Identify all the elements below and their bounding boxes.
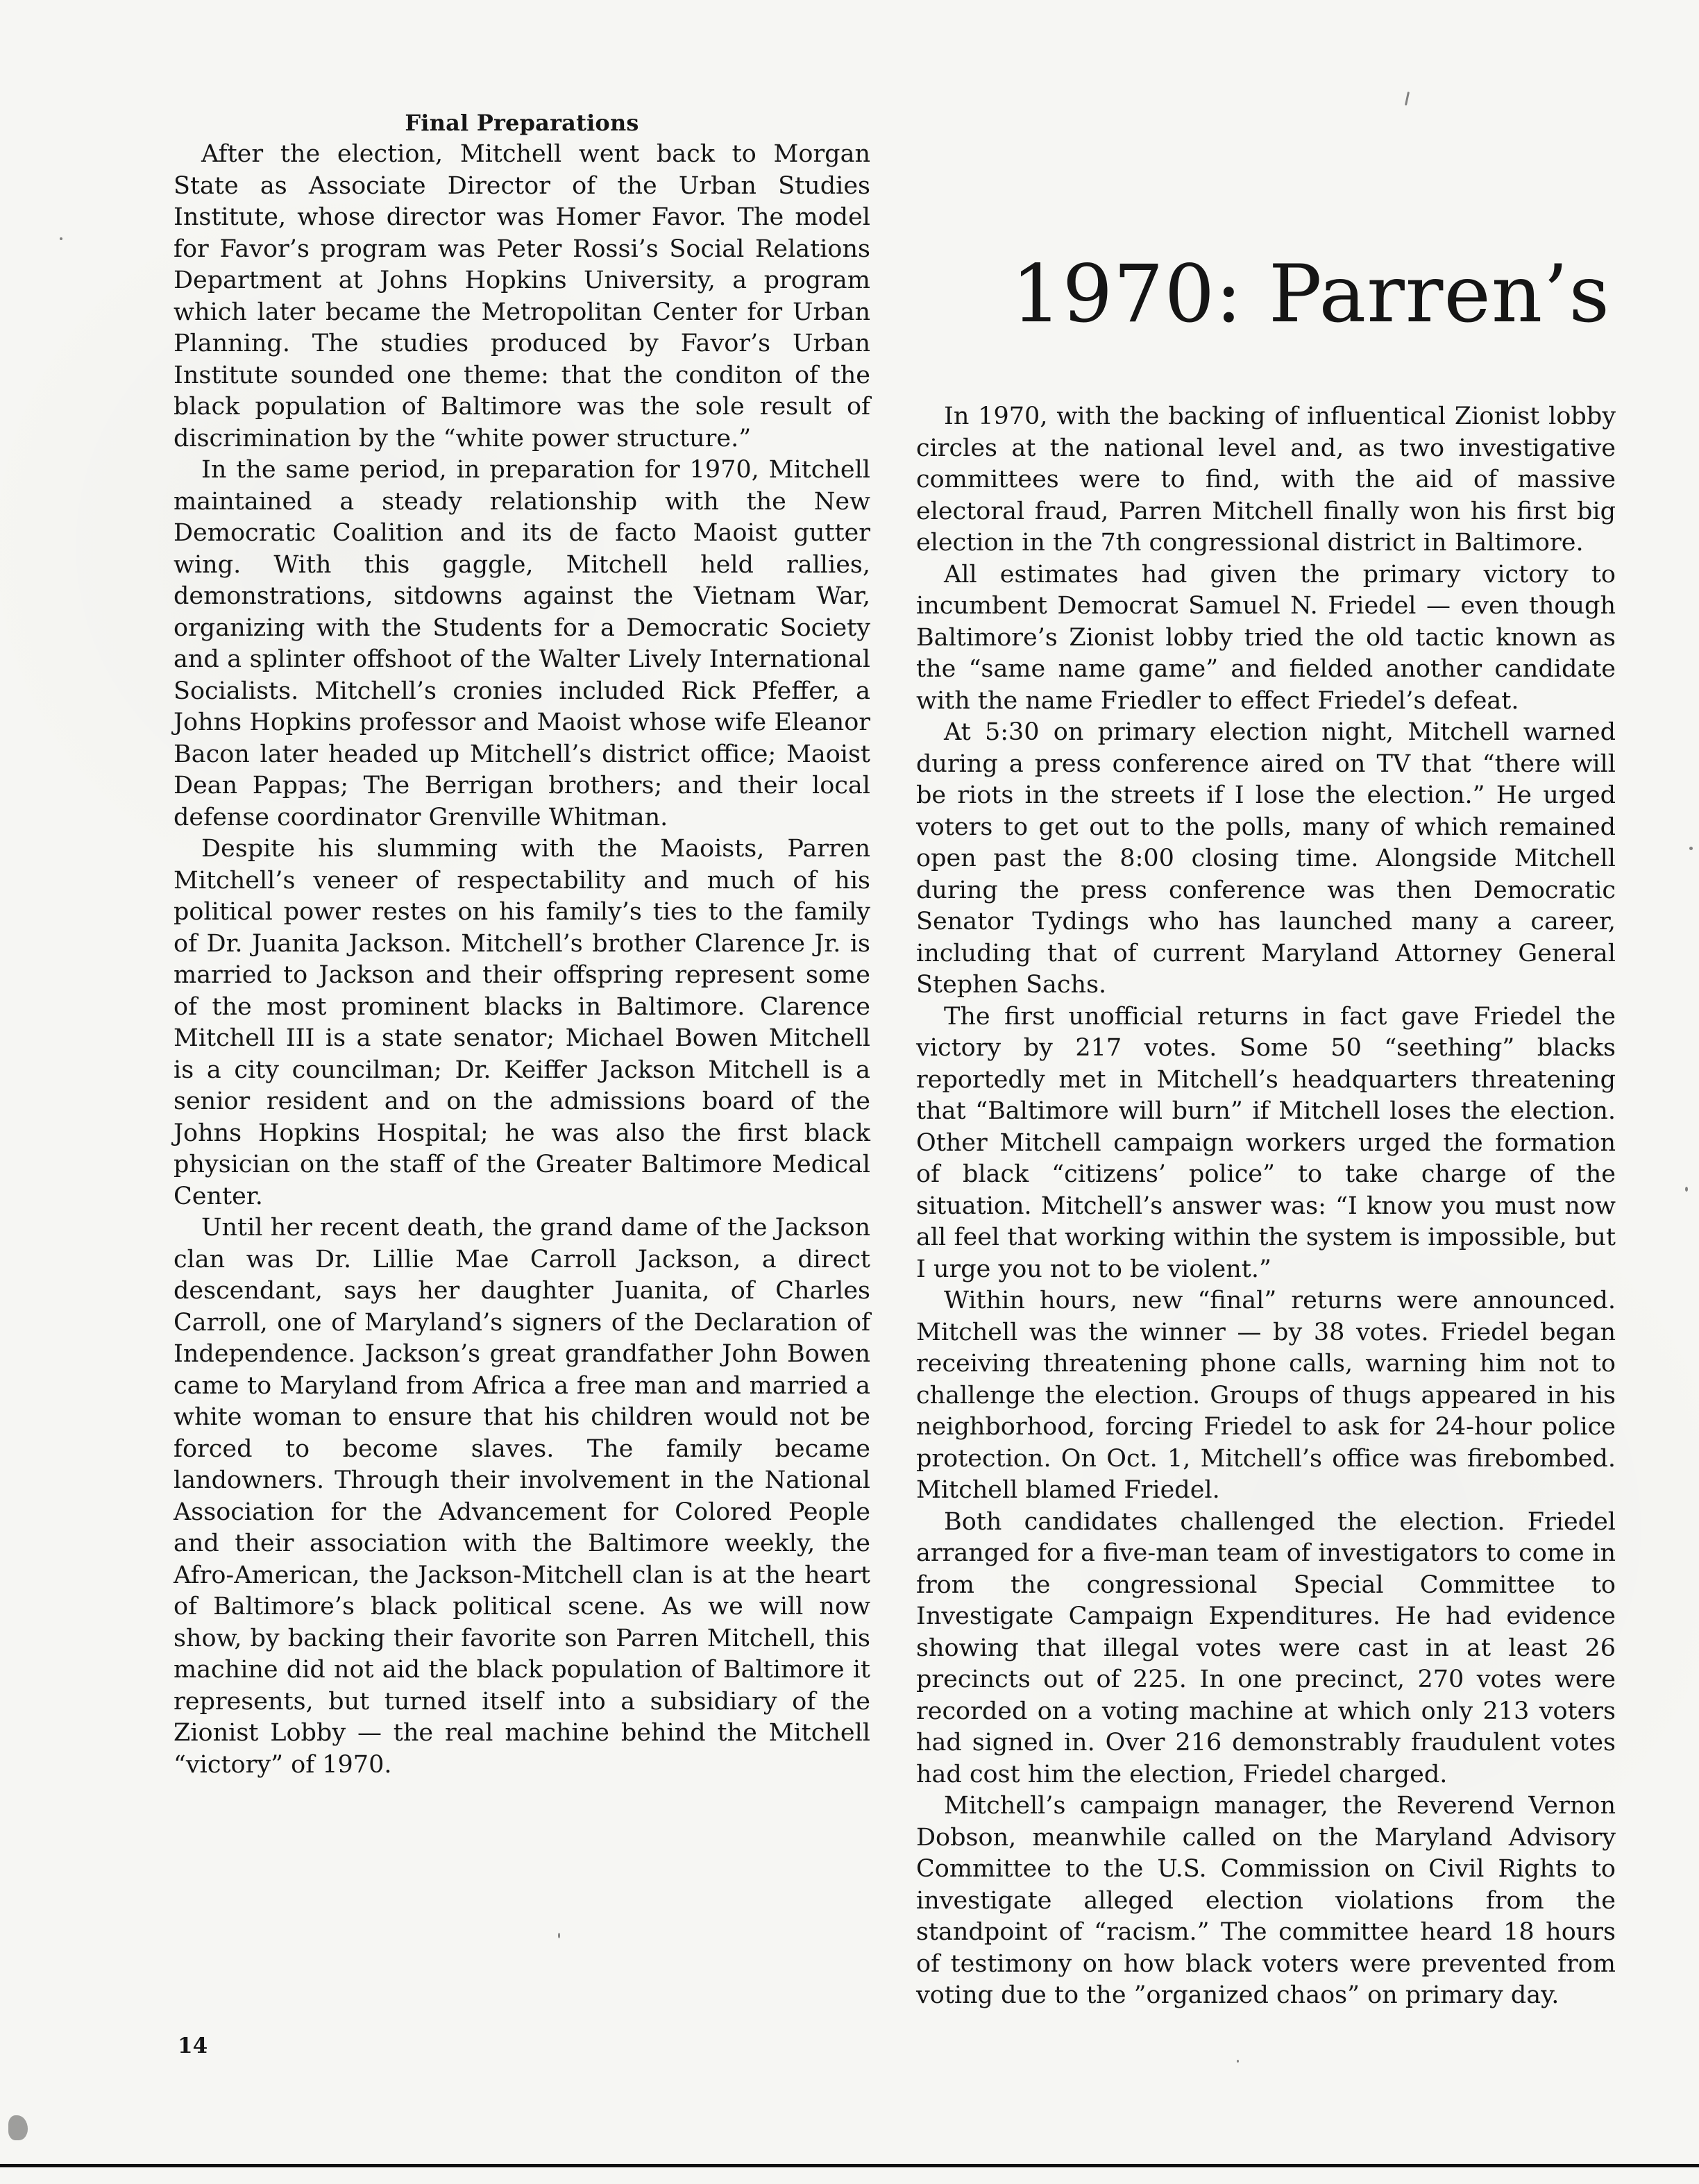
left-paragraph-1: After the election, Mitchell went back to Morgan State as Associate Director of the Urban Studies Institute, whose director was Homer Favor. The model for Favor’s program was Peter Rossi’s Social Relations Department at Johns Hopkins University, a program which later became the Metropolitan Center for Urban Planning. The studies produced by Favor’s Urban Institute sounded one theme: that the conditon of the black population of Baltimore was the sole result of discrimination by the “white power structure.”	[174, 140, 870, 452]
page-bottom-rule	[0, 2164, 1699, 2167]
right-paragraph-1: In 1970, with the backing of influentical Zionist lobby circles at the national level and, as two investigative committees were to find, with the aid of massive electoral fraud, Parren Mitchell finally won his first big election in the 7th congressional district in Baltimore.	[916, 403, 1616, 557]
right-paragraph-5: Within hours, new “final” returns were announced. Mitchell was the winner — by 38 votes. Friedel began receiving threatening phone calls, warning him not to challenge the election. Groups of thugs appeared in his neighborhood, forcing Friedel to ask for 24-hour police protection. On Oct. 1, Mitchell’s office was firebombed. Mitchell blamed Friedel.	[916, 1287, 1616, 1504]
page-number: 14	[178, 2033, 208, 2058]
left-paragraph-3: Despite his slumming with the Maoists, Parren Mitchell’s veneer of respectability and much of his political power restes on his family’s ties to the family of Dr. Juanita Jackson. Mitchell’s brother Clarence Jr. is married to Jackson and their offspring represent some of the most prominent blacks in Baltimore. Clarence Mitchell III is a state senator; Michael Bowen Mitchell is a city councilman; Dr. Keiffer Jackson Mitchell is a senior resident and on the admissions board of the Johns Hopkins Hospital; he was also the first black physician on the staff of the Greater Baltimore Medical Center.	[174, 835, 870, 1210]
article-title: 1970: Parren’s	[1011, 248, 1610, 340]
scan-mark	[8, 2115, 28, 2140]
scan-mark	[1405, 92, 1410, 105]
scan-mark	[1685, 1187, 1688, 1192]
scan-mark	[60, 237, 62, 240]
left-column	[174, 108, 870, 1781]
right-paragraph-4: The first unofficial returns in fact gave Friedel the victory by 217 votes. Some 50 “seething” blacks reportedly met in Mitchell’s headquarters threatening that “Baltimore will burn” if Mitchell loses the election. Other Mitchell campaign workers urged the formation of black “citizens’ police” to take charge of the situation. Mitchell’s answer was: “I know you must now all feel that working within the system is impossible, but I urge you not to be violent.”	[916, 1002, 1616, 1283]
scan-mark	[1689, 847, 1693, 850]
right-paragraph-6: Both candidates challenged the election. Friedel arranged for a five-man team of investigators to come in from the congressional Special Committee to Investigate Campaign Expenditures. He had evidence showing that illegal votes were cast in at least 26 precincts out of 225. In one precinct, 270 votes were recorded on a voting machine at which only 213 voters had signed in. Over 216 demonstrably fraudulent votes had cost him the election, Friedel charged.	[916, 1507, 1616, 1788]
right-paragraph-7: Mitchell’s campaign manager, the Reverend Vernon Dobson, meanwhile called on the Maryland Advisory Committee to the U.S. Commission on Civil Rights to investigate alleged election violations from the standpoint of “racism.” The committee heard 18 hours of testimony on how black voters were prevented from voting due to the ”organized chaos” on primary day.	[916, 1792, 1616, 2009]
right-paragraph-3: At 5:30 on primary election night, Mitchell warned during a press conference aired on TV that “there will be riots in the streets if I lose the election.” He urged voters to get out to the polls, many of which remained open past the 8:00 closing time. Alongside Mitchell during the press conference was then Democratic Senator Tydings who has launched many a career, including that of current Maryland Attorney General Stephen Sachs.	[916, 718, 1616, 999]
scan-mark	[1237, 2060, 1239, 2063]
section-heading: Final Preparations	[405, 110, 639, 136]
right-column	[916, 401, 1616, 2012]
left-paragraph-4: Until her recent death, the grand dame of the Jackson clan was Dr. Lillie Mae Carroll Jackson, a direct descendant, says her daughter Juanita, of Charles Carroll, one of Maryland’s signers of the Declaration of Independence. Jackson’s great grandfather John Bowen came to Maryland from Africa a free man and married a white woman to ensure that his children would not be forced to become slaves. The family became landowners. Through their involvement in the National Association for the Advancement for Colored People and their association with the Baltimore weekly, the Afro-American, the Jackson-Mitchell clan is at the heart of Baltimore’s black political scene. As we will now show, by backing their favorite son Parren Mitchell, this machine did not aid the black population of Baltimore it represents, but turned itself into a subsidiary of the Zionist Lobby — the real machine behind the Mitchell “victory” of 1970.	[174, 1214, 870, 1779]
right-paragraph-2: All estimates had given the primary victory to incumbent Democrat Samuel N. Friedel — even though Baltimore’s Zionist lobby tried the old tactic known as the “same name game” and fielded another candidate with the name Friedler to effect Friedel’s defeat.	[916, 560, 1616, 715]
left-paragraph-2: In the same period, in preparation for 1970, Mitchell maintained a steady relationship with the New Democratic Coalition and its de facto Maoist gutter wing. With this gaggle, Mitchell held rallies, demonstrations, sitdowns against the Vietnam War, organizing with the Students for a Democratic Society and a splinter offshoot of the Walter Lively International Socialists. Mitchell’s cronies included Rick Pfeffer, a Johns Hopkins professor and Maoist whose wife Eleanor Bacon later headed up Mitchell’s district office; Maoist Dean Pappas; The Berrigan brothers; and their local defense coordinator Grenville Whitman.	[174, 456, 870, 831]
scan-mark	[558, 1933, 560, 1938]
